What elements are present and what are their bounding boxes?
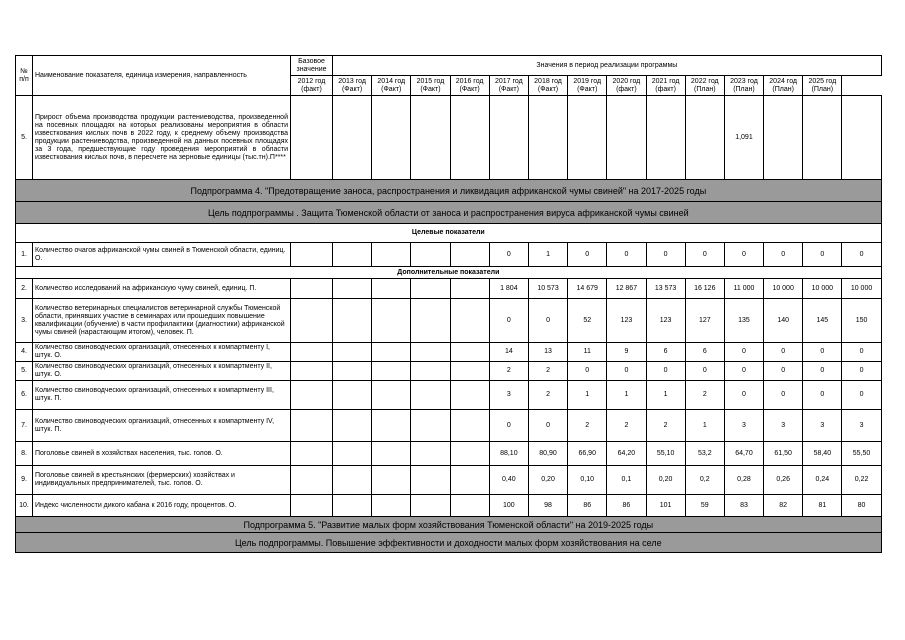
extra-indicators-heading: Дополнительные показатели — [16, 267, 882, 279]
year-value — [372, 495, 411, 517]
year-value: 0 — [685, 243, 724, 267]
header-year: 2012 год (факт) — [291, 76, 333, 96]
year-value — [372, 442, 411, 466]
year-value: 0 — [528, 299, 567, 343]
table-row — [16, 442, 882, 466]
year-value — [411, 466, 450, 495]
year-value — [333, 243, 372, 267]
year-value: 0 — [646, 243, 685, 267]
year-value — [372, 243, 411, 267]
row-number: 4. — [16, 343, 33, 362]
year-value: 6 — [646, 343, 685, 362]
table-row — [16, 299, 882, 343]
year-value: 55,50 — [842, 442, 881, 466]
subprogram-4-goal: Цель подпрограммы . Защита Тюменской области от заноса и распространения вируса африканской чумы свиней — [16, 202, 882, 224]
table-body — [16, 96, 882, 553]
year-value — [333, 442, 372, 466]
year-value — [842, 96, 881, 180]
year-value: 0 — [803, 381, 842, 410]
year-value: 1 — [685, 410, 724, 442]
year-value: 13 573 — [646, 279, 685, 299]
year-value: 3 — [724, 410, 763, 442]
base-value — [291, 96, 333, 180]
year-value: 80,90 — [528, 442, 567, 466]
year-value — [411, 381, 450, 410]
year-value: 9 — [607, 343, 646, 362]
year-value — [411, 495, 450, 517]
year-value: 1 — [528, 243, 567, 267]
year-value — [411, 96, 450, 180]
row-number: 1. — [16, 243, 33, 267]
year-value — [646, 96, 685, 180]
table-row — [16, 343, 882, 362]
year-value: 1 804 — [489, 279, 528, 299]
year-value — [372, 466, 411, 495]
year-value — [411, 279, 450, 299]
year-value: 58,40 — [803, 442, 842, 466]
year-value: 135 — [724, 299, 763, 343]
year-value: 0 — [764, 243, 803, 267]
year-value: 1 — [607, 381, 646, 410]
year-value — [411, 243, 450, 267]
year-value: 150 — [842, 299, 881, 343]
header-year: 2022 год (План) — [685, 76, 724, 96]
year-value: 0,20 — [528, 466, 567, 495]
year-value — [803, 96, 842, 180]
year-value: 2 — [528, 362, 567, 381]
year-value: 98 — [528, 495, 567, 517]
year-value — [450, 343, 489, 362]
year-value: 0,28 — [724, 466, 763, 495]
year-value: 0,22 — [842, 466, 881, 495]
indicator-name: Количество очагов африканской чумы свиней в Тюменской области, единиц. О. — [33, 243, 291, 267]
header-num: № п/п — [16, 56, 33, 96]
year-value — [372, 96, 411, 180]
table-row — [16, 279, 882, 299]
year-value — [372, 381, 411, 410]
year-value: 0 — [842, 243, 881, 267]
header-year: 2013 год (Факт) — [333, 76, 372, 96]
row-number: 2. — [16, 279, 33, 299]
table-row — [16, 466, 882, 495]
row-number: 7. — [16, 410, 33, 442]
year-value — [333, 362, 372, 381]
year-value: 0 — [568, 243, 607, 267]
year-value: 0 — [607, 362, 646, 381]
year-value — [450, 279, 489, 299]
year-value — [372, 362, 411, 381]
base-value — [291, 442, 333, 466]
year-value — [607, 96, 646, 180]
year-value: 13 — [528, 343, 567, 362]
year-value — [450, 466, 489, 495]
year-value — [450, 442, 489, 466]
year-value — [333, 279, 372, 299]
year-value — [489, 96, 528, 180]
header-year: 2021 год (факт) — [646, 76, 685, 96]
header-name: Наименование показателя, единица измерения, направленность — [33, 56, 291, 96]
year-value: 66,90 — [568, 442, 607, 466]
year-value: 0 — [764, 362, 803, 381]
base-value — [291, 343, 333, 362]
row-number: 10. — [16, 495, 33, 517]
header-year: 2015 год (Факт) — [411, 76, 450, 96]
year-value: 0 — [803, 243, 842, 267]
table-row — [16, 96, 882, 180]
table-row — [16, 410, 882, 442]
year-value: 0 — [489, 299, 528, 343]
year-value: 11 000 — [724, 279, 763, 299]
year-value: 1,091 — [724, 96, 763, 180]
year-value — [372, 279, 411, 299]
year-value: 0,10 — [568, 466, 607, 495]
year-value: 53,2 — [685, 442, 724, 466]
year-value — [450, 299, 489, 343]
year-value: 11 — [568, 343, 607, 362]
table-row — [16, 362, 882, 381]
year-value — [333, 96, 372, 180]
indicator-name: Количество свиноводческих организаций, отнесенных к компартменту I, штук. О. — [33, 343, 291, 362]
indicator-name: Количество свиноводческих организаций, отнесенных к компартменту II, штук. О. — [33, 362, 291, 381]
table-row — [16, 243, 882, 267]
indicator-name: Количество ветеринарных специалистов ветеринарной службы Тюменской области, принявших участие в семинарах или прошедших повышение квалификации (обучение) в части профилактики (диагностики) африканской чумы свиней (нарастающим итогом), человек. П. — [33, 299, 291, 343]
row-number: 6. — [16, 381, 33, 410]
year-value: 0,1 — [607, 466, 646, 495]
year-value: 123 — [607, 299, 646, 343]
row-number: 8. — [16, 442, 33, 466]
year-value: 14 679 — [568, 279, 607, 299]
year-value: 52 — [568, 299, 607, 343]
year-value: 0 — [607, 243, 646, 267]
row-number: 5. — [16, 362, 33, 381]
base-value — [291, 243, 333, 267]
year-value — [372, 343, 411, 362]
base-value — [291, 466, 333, 495]
year-value — [568, 96, 607, 180]
base-value — [291, 381, 333, 410]
header-year: 2016 год (Факт) — [450, 76, 489, 96]
target-indicators-heading: Целевые показатели — [16, 224, 882, 243]
year-value: 82 — [764, 495, 803, 517]
subprogram-5-goal: Цель подпрограммы. Повышение эффективности и доходности малых форм хозяйствования на селе — [16, 533, 882, 553]
year-value: 0 — [764, 343, 803, 362]
year-value: 2 — [568, 410, 607, 442]
year-value: 0,40 — [489, 466, 528, 495]
year-value: 10 573 — [528, 279, 567, 299]
year-value: 10 000 — [803, 279, 842, 299]
year-value: 10 000 — [842, 279, 881, 299]
row-number: 3. — [16, 299, 33, 343]
header-year: 2014 год (Факт) — [372, 76, 411, 96]
year-value: 0 — [489, 410, 528, 442]
header-year: 2024 год (План) — [764, 76, 803, 96]
year-value: 145 — [803, 299, 842, 343]
indicators-table — [15, 55, 882, 553]
year-value — [333, 495, 372, 517]
year-value: 2 — [646, 410, 685, 442]
year-value — [528, 96, 567, 180]
base-value — [291, 410, 333, 442]
year-value: 127 — [685, 299, 724, 343]
year-value: 1 — [646, 381, 685, 410]
indicator-name: Прирост объема производства продукции растениеводства, произведенной на посевных площадях на которых реализованы мероприятия в области известкования кислых почв в 2022 году, к среднему объему производства продукции растениеводства, произведенной на данных посевных площадях за 3 года, предшествующие году проведения мероприятий в области известкования кислых почв, в пересчете на зерновые единицы (тыс.тн).П**** — [33, 96, 291, 180]
header-period: Значения в период реализации программы — [333, 56, 882, 76]
year-value — [450, 243, 489, 267]
year-value: 0 — [489, 243, 528, 267]
year-value: 88,10 — [489, 442, 528, 466]
year-value — [450, 96, 489, 180]
year-value: 0 — [842, 381, 881, 410]
indicator-name: Индекс численности дикого кабана к 2016 году, процентов. О. — [33, 495, 291, 517]
year-value: 16 126 — [685, 279, 724, 299]
year-value: 0,20 — [646, 466, 685, 495]
year-value — [411, 442, 450, 466]
year-value: 10 000 — [764, 279, 803, 299]
year-value — [411, 343, 450, 362]
year-value: 1 — [568, 381, 607, 410]
year-value: 0 — [646, 362, 685, 381]
year-value — [411, 299, 450, 343]
indicator-name: Количество свиноводческих организаций, отнесенных к компартменту IV, штук. П. — [33, 410, 291, 442]
year-value: 0,24 — [803, 466, 842, 495]
year-value: 55,10 — [646, 442, 685, 466]
year-value: 2 — [607, 410, 646, 442]
base-value — [291, 299, 333, 343]
year-value — [450, 495, 489, 517]
year-value: 0 — [724, 381, 763, 410]
year-value — [333, 343, 372, 362]
year-value — [333, 299, 372, 343]
header-base: Базовое значение — [291, 56, 333, 76]
year-value: 0 — [568, 362, 607, 381]
year-value: 81 — [803, 495, 842, 517]
year-value — [372, 410, 411, 442]
year-value: 3 — [489, 381, 528, 410]
year-value: 86 — [568, 495, 607, 517]
header-year: 2017 год (Факт) — [489, 76, 528, 96]
year-value: 100 — [489, 495, 528, 517]
year-value: 2 — [685, 381, 724, 410]
year-value: 0,2 — [685, 466, 724, 495]
header-year: 2019 год (Факт) — [568, 76, 607, 96]
year-value: 64,20 — [607, 442, 646, 466]
year-value: 0 — [842, 343, 881, 362]
year-value: 61,50 — [764, 442, 803, 466]
year-value: 86 — [607, 495, 646, 517]
year-value: 101 — [646, 495, 685, 517]
year-value: 59 — [685, 495, 724, 517]
year-value: 0 — [764, 381, 803, 410]
indicator-name: Количество свиноводческих организаций, отнесенных к компартменту III, штук. П. — [33, 381, 291, 410]
year-value: 0 — [724, 362, 763, 381]
year-value: 123 — [646, 299, 685, 343]
year-value — [372, 299, 411, 343]
indicator-name: Поголовье свиней в хозяйствах населения, тыс. голов. О. — [33, 442, 291, 466]
year-value: 14 — [489, 343, 528, 362]
year-value — [333, 381, 372, 410]
year-value: 0 — [685, 362, 724, 381]
year-value: 12 867 — [607, 279, 646, 299]
year-value: 3 — [764, 410, 803, 442]
header-year: 2025 год (План) — [803, 76, 842, 96]
year-value — [450, 410, 489, 442]
year-value — [333, 466, 372, 495]
year-value: 0 — [842, 362, 881, 381]
year-value: 0 — [724, 343, 763, 362]
indicator-name: Поголовье свиней в крестьянских (фермерских) хозяйствах и индивидуальных предпринимателей, тыс. голов. О. — [33, 466, 291, 495]
year-value — [333, 410, 372, 442]
year-value: 140 — [764, 299, 803, 343]
year-value: 0 — [803, 343, 842, 362]
table-row — [16, 381, 882, 410]
year-value: 2 — [489, 362, 528, 381]
header-year: 2023 год (План) — [724, 76, 763, 96]
header-year: 2020 год (факт) — [607, 76, 646, 96]
header-year: 2018 год (Факт) — [528, 76, 567, 96]
year-value: 3 — [803, 410, 842, 442]
year-value — [450, 381, 489, 410]
year-value: 0,26 — [764, 466, 803, 495]
base-value — [291, 279, 333, 299]
year-value: 0 — [528, 410, 567, 442]
year-value: 83 — [724, 495, 763, 517]
year-value — [764, 96, 803, 180]
year-value — [411, 410, 450, 442]
year-value: 80 — [842, 495, 881, 517]
year-value: 6 — [685, 343, 724, 362]
year-value: 0 — [724, 243, 763, 267]
subprogram-4-title: Подпрограмма 4. "Предотвращение заноса, распространения и ликвидация африканской чумы свиней" на 2017-2025 годы — [16, 180, 882, 202]
subprogram-5-title: Подпрограмма 5. "Развитие малых форм хозяйствования Тюменской области" на 2019-2025 годы — [16, 517, 882, 533]
year-value — [685, 96, 724, 180]
year-value: 0 — [803, 362, 842, 381]
year-value: 3 — [842, 410, 881, 442]
year-value — [450, 362, 489, 381]
base-value — [291, 495, 333, 517]
year-value — [411, 362, 450, 381]
row-number: 5. — [16, 96, 33, 180]
indicator-name: Количество исследований на африканскую чуму свиней, единиц. П. — [33, 279, 291, 299]
base-value — [291, 362, 333, 381]
table-row — [16, 495, 882, 517]
year-value: 64,70 — [724, 442, 763, 466]
row-number: 9. — [16, 466, 33, 495]
year-value: 2 — [528, 381, 567, 410]
